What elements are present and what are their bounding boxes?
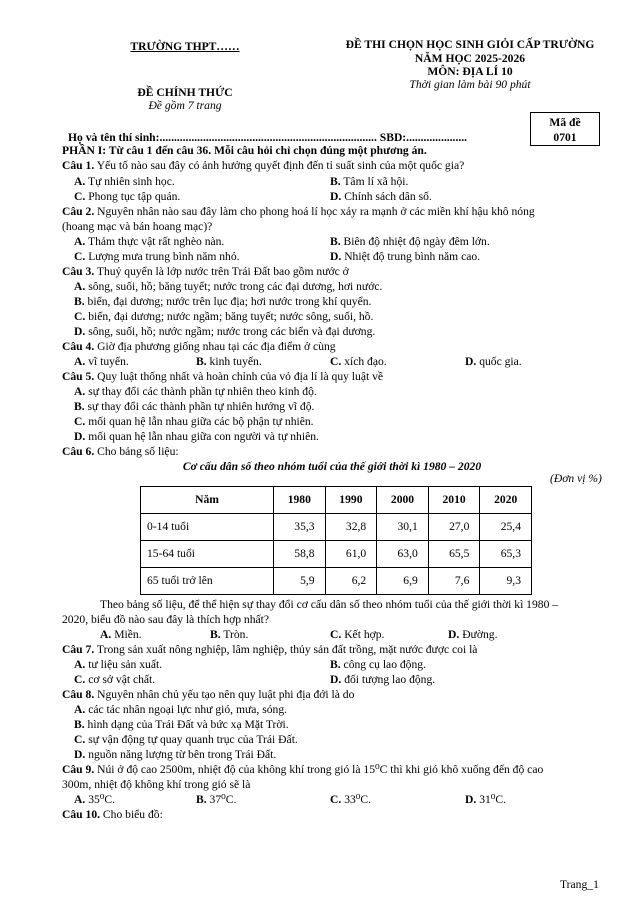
text-span: B. (210, 628, 221, 641)
q6-option-a (100, 628, 142, 643)
text-span: Giờ địa phương giống nhau tại các địa điểm ở cùng (97, 340, 336, 353)
text-span: sông, suối, hồ; băng tuyết; nước trong các đại dương, hơi nước. (88, 280, 383, 293)
text-span: A. (74, 175, 86, 188)
question-9-cont: 300m, nhiệt độ không khí trong gió sẽ là (62, 778, 251, 791)
text-span: B. (74, 718, 85, 731)
text-span: Cho bảng số liệu: (97, 445, 179, 458)
text-span: D. (74, 325, 86, 338)
table-unit: (Đơn vị %) (550, 472, 602, 485)
text-span: Yếu tố nào sau đây có ảnh hưởng quyết định đến tỉ suất sinh của một quốc gia? (96, 159, 465, 172)
text-span: C. (330, 355, 342, 368)
q9-option-c (330, 793, 371, 808)
q1-option-b (330, 175, 408, 190)
text-span: A. (74, 235, 86, 248)
exam-time: Thời gian làm bài 90 phút (409, 78, 531, 91)
population-table (140, 486, 532, 595)
text-span: 33⁰C. (344, 793, 372, 806)
page-number: Trang_1 (560, 878, 599, 891)
text-span: B. (330, 235, 341, 248)
text-span: Miền. (114, 628, 142, 641)
table-cell: 9,3 (480, 568, 532, 595)
table-header: 2020 (480, 487, 532, 514)
text-span: Câu 8. (62, 688, 95, 701)
table-header: 1980 (274, 487, 326, 514)
q4-option-a (74, 355, 129, 370)
exam-title-block (320, 38, 620, 79)
q2-option-d (330, 250, 480, 265)
text-span: D. (330, 190, 342, 203)
q3-option-d (74, 325, 375, 340)
table-cell: 25,4 (480, 514, 532, 541)
text-span: sự thay đổi các thành phần tự nhiên theo kinh độ. (88, 385, 317, 398)
text-span: Trong sản xuất nông nghiệp, lâm nghiệp, thủy sản đất trồng, mặt nước được coi là (96, 643, 478, 656)
q8-option-d (74, 748, 276, 763)
question-7 (62, 643, 477, 658)
question-3 (62, 265, 349, 280)
q5-option-b (74, 400, 314, 415)
table-cell: 65,3 (480, 541, 532, 568)
table-cell: 5,9 (274, 568, 326, 595)
q4-option-d (465, 355, 522, 370)
table-header-row (141, 487, 532, 514)
text-span: cơ sở vật chất. (88, 673, 156, 686)
text-span: Câu 5. (62, 370, 95, 383)
text-span: A. (74, 355, 86, 368)
text-span: Tròn. (223, 628, 249, 641)
text-span: D. (448, 628, 460, 641)
table-cell: 65,5 (428, 541, 480, 568)
q8-option-b (74, 718, 289, 733)
q3-option-a (74, 280, 382, 295)
text-span: Câu 10. (62, 808, 101, 821)
q3-option-c (74, 310, 373, 325)
q8-option-c (74, 733, 298, 748)
text-span: Biên độ nhiệt độ ngày đêm lớn. (343, 235, 490, 248)
table-cell: 32,8 (325, 514, 377, 541)
table-cell: 0-14 tuổi (141, 514, 274, 541)
text-span: đối tượng lao động. (344, 673, 436, 686)
q2-option-a (74, 235, 224, 250)
text-span: C. (330, 628, 342, 641)
text-span: A. (74, 658, 86, 671)
text-span: C. (330, 793, 342, 806)
q4-option-c (330, 355, 387, 370)
table-cell: 15-64 tuổi (141, 541, 274, 568)
text-span: A. (74, 703, 86, 716)
question-9 (62, 763, 543, 778)
part1-heading: PHẦN I: Từ câu 1 đến câu 36. Mỗi câu hỏi chỉ chọn đúng một phương án. (62, 144, 427, 157)
text-span: C. (74, 673, 86, 686)
q3-option-b (74, 295, 371, 310)
q9-option-b (196, 793, 236, 808)
text-span: C. (74, 310, 86, 323)
text-span: B. (196, 793, 207, 806)
question-6 (62, 445, 179, 460)
text-span: Quy luật thống nhất và hoàn chỉnh của vỏ địa lí là quy luật về (97, 370, 384, 383)
text-span: Câu 2. (62, 205, 95, 218)
q1-option-c (74, 190, 180, 205)
text-span: sự thay đổi các thành phần tự nhiên hướng vĩ độ. (87, 400, 315, 413)
text-span: D. (74, 430, 86, 443)
table-header: 1990 (325, 487, 377, 514)
text-span: D. (330, 250, 342, 263)
school-name: TRƯỜNG THPT…… (130, 40, 240, 53)
q5-option-a (74, 385, 317, 400)
text-span: nguồn năng lượng từ bên trong Trái Đất. (88, 748, 277, 761)
text-span: A. (100, 628, 112, 641)
table-title: Cơ cấu dân số theo nhóm tuổi của thế giới thời kì 1980 – 2020 (182, 460, 482, 473)
text-span: Câu 7. (62, 643, 95, 656)
text-span: D. (465, 355, 477, 368)
text-span: sông, suối, hồ; nước ngầm; nước trong các biển và đại dương. (88, 325, 376, 338)
table-cell: 6,9 (377, 568, 429, 595)
table-cell: 61,0 (325, 541, 377, 568)
text-span: C. (74, 250, 86, 263)
text-span: A. (74, 280, 86, 293)
text-span: 35⁰C. (88, 793, 116, 806)
text-span: Tâm lí xã hội. (343, 175, 409, 188)
text-span: mối quan hệ lẫn nhau giữa con người và tự nhiên. (88, 430, 319, 443)
table-row (141, 514, 532, 541)
text-span: các tác nhân ngoại lực như gió, mưa, sóng. (88, 703, 288, 716)
text-span: A. (74, 793, 86, 806)
text-span: Chính sách dân số. (344, 190, 432, 203)
text-span: Nhiệt độ trung bình năm cao. (344, 250, 481, 263)
text-span: D. (465, 793, 477, 806)
table-cell: 58,8 (274, 541, 326, 568)
text-span: biển, đại dương; nước ngầm; băng tuyết; nước sông, suối, hồ. (88, 310, 374, 323)
text-span: B. (74, 400, 85, 413)
table-header: Năm (141, 487, 274, 514)
q2-option-c (74, 250, 240, 265)
q6-option-c (330, 628, 384, 643)
text-span: vĩ tuyến. (88, 355, 129, 368)
text-span: Câu 3. (62, 265, 95, 278)
q7-option-a (74, 658, 162, 673)
text-span: Câu 4. (62, 340, 95, 353)
q9-option-a (74, 793, 115, 808)
q7-option-b (330, 658, 426, 673)
q6-prompt: Theo bảng số liệu, để thể hiện sự thay đổi cơ cấu dân số theo nhóm tuổi của thế giới thời kì 1980 – (100, 598, 559, 611)
text-span: B. (330, 658, 341, 671)
text-span: Nguyên nhân chủ yếu tạo nên quy luật phi địa đới là do (97, 688, 355, 701)
text-span: Câu 6. (62, 445, 95, 458)
text-span: sự vận động tự quay quanh trục của Trái Đất. (88, 733, 298, 746)
table-header: 2000 (377, 487, 429, 514)
exam-code-label: Mã đề (549, 116, 581, 129)
exam-code-box (530, 112, 600, 146)
text-span: hình dạng của Trái Đất và bức xạ Mặt Trời. (87, 718, 289, 731)
text-span: B. (330, 175, 341, 188)
text-span: B. (196, 355, 207, 368)
q9-option-d (465, 793, 506, 808)
text-span: B. (74, 295, 85, 308)
table-cell: 7,6 (428, 568, 480, 595)
text-span: biển, đại dương; nước trên lục địa; hơi nước trong khí quyển. (87, 295, 372, 308)
question-8 (62, 688, 354, 703)
text-span: xích đạo. (344, 355, 387, 368)
q8-option-a (74, 703, 287, 718)
table-row (141, 568, 532, 595)
text-span: Kết hợp. (344, 628, 385, 641)
text-span: 37⁰C. (209, 793, 237, 806)
exam-year: NĂM HỌC 2025-2026 (414, 51, 526, 65)
page-count: Đề gồm 7 trang (148, 99, 222, 112)
text-span: Núi ở độ cao 2500m, nhiệt độ của không khí trong gió là 15⁰C thì khi gió khô xuống đến độ cao (97, 763, 544, 776)
text-span: Thảm thực vật rất nghèo nàn. (87, 235, 225, 248)
question-4 (62, 340, 336, 355)
q6-option-d (448, 628, 497, 643)
text-span: tư liệu sản xuất. (88, 658, 163, 671)
exam-subject: MÔN: ĐỊA LÍ 10 (427, 65, 513, 78)
text-span: kinh tuyến. (209, 355, 262, 368)
text-span: Đường. (462, 628, 498, 641)
q5-option-d (74, 430, 319, 445)
text-span: công cụ lao động. (343, 658, 426, 671)
text-span: D. (330, 673, 342, 686)
q4-option-b (196, 355, 262, 370)
text-span: C. (74, 733, 86, 746)
question-1 (62, 159, 464, 174)
text-span: C. (74, 190, 86, 203)
question-2-cont: (hoang mạc và bán hoang mạc)? (62, 220, 213, 233)
text-span: Thuỷ quyển là lớp nước trên Trái Đất bao gồm nước ở (96, 265, 349, 278)
text-span: quốc gia. (479, 355, 522, 368)
table-row (141, 541, 532, 568)
student-info-line: Họ và tên thí sinh:........................................................................... SBD:..................... (68, 131, 468, 144)
text-span: Câu 1. (62, 159, 95, 172)
table-cell: 27,0 (428, 514, 480, 541)
text-span: Cho biểu đồ: (102, 808, 163, 821)
q5-option-c (74, 415, 314, 430)
question-10 (62, 808, 163, 823)
text-span: D. (74, 748, 86, 761)
text-span: Nguyên nhân nào sau đây làm cho phong hoá lí học xảy ra mạnh ở các miền khí hậu khô nóng (97, 205, 535, 218)
text-span: mối quan hệ lẫn nhau giữa các bộ phận tự nhiên. (88, 415, 314, 428)
table-cell: 35,3 (274, 514, 326, 541)
table-cell: 6,2 (325, 568, 377, 595)
table-cell: 65 tuổi trở lên (141, 568, 274, 595)
text-span: 31⁰C. (479, 793, 507, 806)
exam-code: 0701 (553, 131, 577, 144)
table-header: 2010 (428, 487, 480, 514)
text-span: Câu 9. (62, 763, 95, 776)
exam-title: ĐỀ THI CHỌN HỌC SINH GIỎI CẤP TRƯỜNG (345, 38, 595, 51)
q7-option-d (330, 673, 435, 688)
text-span: Lượng mưa trung bình năm nhỏ. (88, 250, 240, 263)
q6-option-b (210, 628, 248, 643)
table-cell: 63,0 (377, 541, 429, 568)
q2-option-b (330, 235, 490, 250)
text-span: C. (74, 415, 86, 428)
question-2 (62, 205, 535, 220)
text-span: Tự nhiên sinh học. (87, 175, 175, 188)
official-label: ĐỀ CHÍNH THỨC (137, 86, 233, 99)
text-span: A. (74, 385, 86, 398)
q1-option-d (330, 190, 432, 205)
q1-option-a (74, 175, 175, 190)
q6-prompt-cont: 2020, biểu đồ nào sau đây là thích hợp nhất? (62, 613, 270, 626)
table-cell: 30,1 (377, 514, 429, 541)
text-span: Phong tục tập quán. (88, 190, 181, 203)
q7-option-c (74, 673, 155, 688)
question-5 (62, 370, 383, 385)
